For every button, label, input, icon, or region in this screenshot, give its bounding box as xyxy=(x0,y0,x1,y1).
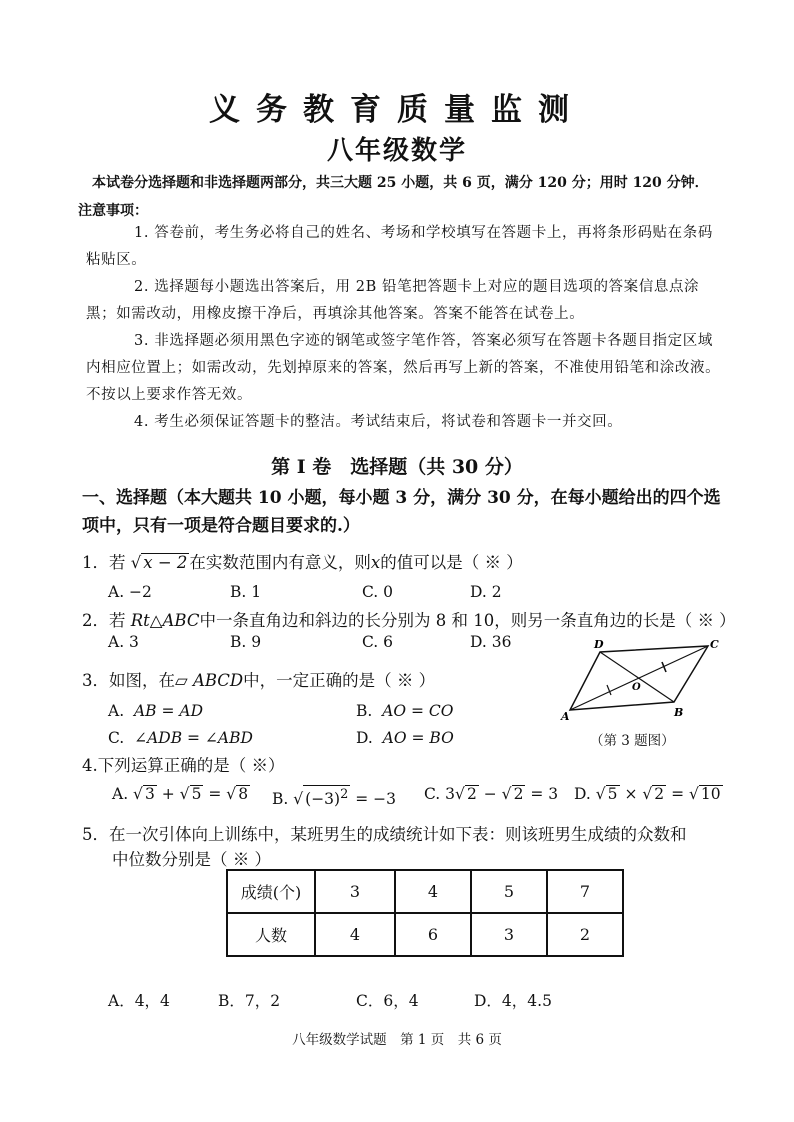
question-2 xyxy=(82,607,736,631)
q1-option-c: C. 0 xyxy=(362,583,394,601)
page-footer: 八年级数学试题 第 1 页 共 6 页 xyxy=(292,1032,502,1048)
q4-d-letter: D. xyxy=(574,785,591,803)
question-4 xyxy=(82,752,285,776)
table-cell: 4 xyxy=(315,913,395,956)
q4-d-rad3: 10 xyxy=(700,785,721,803)
table-cell: 2 xyxy=(547,913,623,956)
q5-option-b: B．7，2 xyxy=(218,992,281,1010)
q2-option-c: C. 6 xyxy=(362,633,394,651)
label-b: B xyxy=(674,706,684,719)
q5-score-table xyxy=(226,869,624,957)
q4-d-eq: = xyxy=(671,785,685,803)
table-cell: 人数 xyxy=(227,913,315,956)
q3-option-a xyxy=(108,702,203,720)
table-cell: 成绩(个) xyxy=(227,870,315,913)
q4-option-d: D. √ 5 × √ 2 = √ 10 xyxy=(574,785,721,803)
table-cell: 3 xyxy=(315,870,395,913)
q1-option-a: A. −2 xyxy=(108,583,152,601)
label-a: A xyxy=(561,710,570,723)
q3-option-c-expr: ∠ADB = ∠ABD xyxy=(134,729,253,747)
table-row xyxy=(227,870,623,913)
q4-a-rad1: 3 xyxy=(144,785,155,803)
q4-c-rad1: 2 xyxy=(466,785,477,803)
q4-number: 4. xyxy=(82,756,98,775)
q1-radical: √ x − 2 xyxy=(130,553,188,572)
q2-option-d: D. 36 xyxy=(470,633,512,651)
q4-option-b: B. √ $(-3)^2 = -3$ xyxy=(272,787,397,809)
q5-option-c: C．6，4 xyxy=(356,992,419,1010)
q4-text: 下列运算正确的是（ ※） xyxy=(97,756,285,775)
q4-b-letter: B. xyxy=(272,790,289,809)
q4-c-letter: C. xyxy=(424,785,441,803)
q1-var: x xyxy=(370,553,381,572)
q3-option-a-letter: A. xyxy=(108,702,125,720)
table-cell: 6 xyxy=(395,913,471,956)
table-cell: 3 xyxy=(471,913,547,956)
q4-d-times: × xyxy=(624,785,638,803)
q4-a-plus: + xyxy=(161,785,175,803)
note-1: 1. 答卷前，考生务必将自己的姓名、考场和学校填写在答题卡上，再将条形码贴在条码粘贴区。 xyxy=(86,225,713,268)
q3-name: ABCD xyxy=(192,671,244,690)
q2-text: 中一条直角边和斜边的长分别为 8 和 10，则另一条直角边的长是（ ※ ） xyxy=(199,611,736,630)
q3-text-post: 中，一定正确的是（ ※ ） xyxy=(243,671,436,690)
q3-option-d xyxy=(356,729,454,747)
q2-option-a: A. 3 xyxy=(108,633,139,651)
exam-subtitle: 八年级数学 xyxy=(326,136,467,166)
q3-option-b xyxy=(356,702,454,720)
q1-radicand: x − 2 xyxy=(143,553,188,572)
q5-option-a: A．4，4 xyxy=(108,992,170,1010)
note-3: 3. 非选择题必须用黑色字迹的钢笔或签字笔作答，答案必须写在答题卡各题目指定区域内相应位置上；如需改动，先划掉原来的答案，然后再写上新的答案，不准使用铅笔和涂改液。不按以上要求作答无效。 xyxy=(86,333,721,403)
q4-d-rad2: 2 xyxy=(654,785,665,803)
q4-a-eq: = xyxy=(208,785,222,803)
q4-c-rad2: 2 xyxy=(513,785,524,803)
q4-c-coef: 3 xyxy=(445,785,456,803)
section-instruction: 一、选择题（本大题共 10 小题，每小题 3 分，满分 30 分，在每小题给出的四个选项中，只有一项是符合题目要求的.） xyxy=(82,488,721,536)
q2-pre: 若 xyxy=(109,611,126,630)
q1-number: 1． xyxy=(82,553,109,572)
label-o: O xyxy=(632,682,641,693)
q4-b-inner: (−3) xyxy=(305,790,341,809)
table-row xyxy=(227,913,623,956)
tick-mark xyxy=(607,685,611,695)
q4-option-c: C. 3√ 2 − √ 2 = 3 xyxy=(424,785,559,803)
q4-a-rad2: 5 xyxy=(191,785,202,803)
exam-title: 义务教育质量监测 xyxy=(209,92,585,128)
q3-option-d-expr: AO = BO xyxy=(382,729,454,747)
q4-c-minus: − xyxy=(483,785,497,803)
q3-option-c xyxy=(108,729,253,747)
q4-a-letter: A. xyxy=(112,785,129,803)
q5-number: 5． xyxy=(82,825,109,844)
q1-option-b: B. 1 xyxy=(230,583,262,601)
q3-figure xyxy=(556,636,726,726)
table-cell: 7 xyxy=(547,870,623,913)
q3-option-d-letter: D. xyxy=(356,729,373,747)
question-3 xyxy=(82,667,435,691)
q1-option-d: D. 2 xyxy=(470,583,502,601)
q3-option-c-letter: C. xyxy=(108,729,125,747)
exam-intro: 本试卷分选择题和非选择题两部分，共三大题 25 小题，共 6 页，满分 120 分；用时 120 分钟． xyxy=(92,175,709,191)
q4-c-rhs: = 3 xyxy=(530,785,559,803)
q3-number: 3． xyxy=(82,671,109,690)
q4-option-a: A. √ 3 + √ 5 = √ 8 xyxy=(112,785,249,803)
q4-b-rhs: = −3 xyxy=(355,790,397,809)
q1-post2: 的值可以是（ ※ ） xyxy=(380,553,523,572)
q1-post: 在实数范围内有意义，则 xyxy=(189,553,371,572)
q4-a-rad3: 8 xyxy=(238,785,249,803)
q3-figure-caption: （第 3 题图） xyxy=(590,733,675,749)
q2-option-b: B. 9 xyxy=(230,633,262,651)
note-4: 4. 考生必须保证答题卡的整洁。考试结束后，将试卷和答题卡一并交回。 xyxy=(134,414,623,430)
q5-option-d: D．4，4.5 xyxy=(474,992,552,1010)
q5-line1: 在一次引体向上训练中，某班男生的成绩统计如下表：则该班男生成绩的众数和 xyxy=(109,825,687,844)
q2-number: 2． xyxy=(82,611,109,630)
question-1 xyxy=(82,549,523,573)
question-5 xyxy=(82,821,687,845)
note-2: 2. 选择题每小题选出答案后，用 2B 铅笔把答题卡上对应的题目选项的答案信息点涂黑；如需改动，用橡皮擦干净后，再填涂其他答案。答案不能答在试卷上。 xyxy=(86,279,700,322)
q3-option-b-letter: B. xyxy=(356,702,373,720)
table-cell: 4 xyxy=(395,870,471,913)
table-cell: 5 xyxy=(471,870,547,913)
q3-option-b-expr: AO = CO xyxy=(382,702,454,720)
label-c: C xyxy=(710,638,719,651)
q4-d-rad1: 5 xyxy=(607,785,618,803)
q3-text-pre: 如图，在 xyxy=(109,671,175,690)
q3-option-a-expr: AB = AD xyxy=(133,702,204,720)
q4-b-exp: 2 xyxy=(340,787,349,802)
q1-pre: 若 xyxy=(109,553,126,572)
q5-line2: 中位数分别是（ ※ ） xyxy=(112,850,271,869)
label-d: D xyxy=(594,638,604,651)
parallelogram-icon: ▱ xyxy=(175,671,188,690)
notes-title: 注意事项： xyxy=(78,203,148,219)
q2-triangle: Rt△ABC xyxy=(130,611,200,630)
section-title: 第 I 卷 选择题（共 30 分） xyxy=(271,456,523,478)
